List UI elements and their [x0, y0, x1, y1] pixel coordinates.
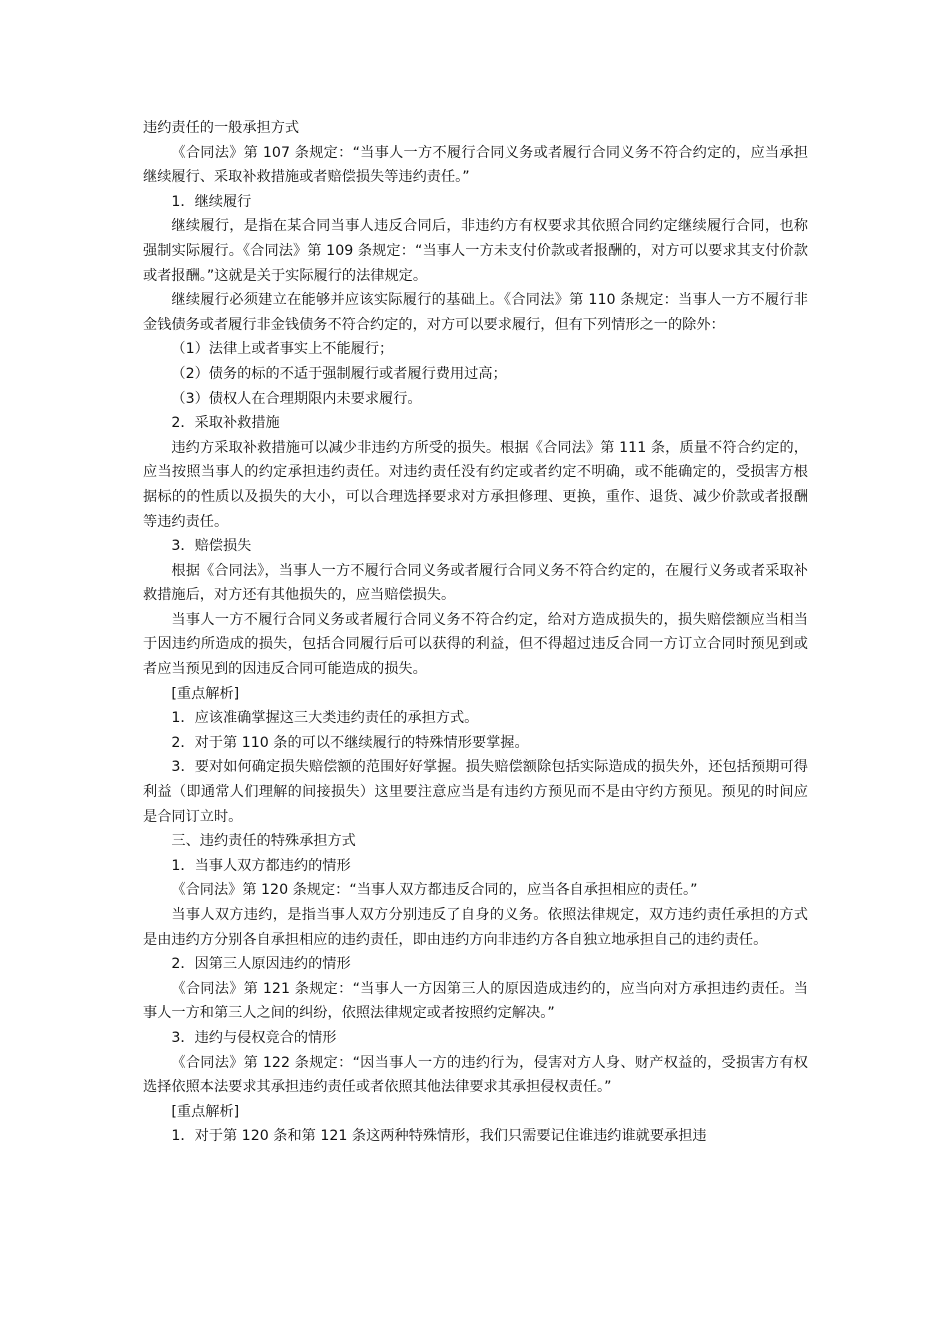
document-body: [143, 116, 808, 1149]
subheading: 3．赔偿损失: [171, 538, 252, 555]
subheading: 3．违约与侵权竞合的情形: [171, 1029, 337, 1046]
subheading: 1．当事人双方都违约的情形: [171, 857, 351, 874]
list-item: （1）法律上或者事实上不能履行；: [171, 341, 394, 358]
list-item: 3．要对如何确定损失赔偿额的范围好好掌握。损失赔偿额除包括实际造成的损失外，还包括预期可得利益（即通常人们理解的间接损失）这里要注意应当是有违约方预见而不是由守约方预见。预见的时间应是合同订立时。: [143, 759, 808, 825]
paragraph: 违约方采取补救措施可以减少非违约方所受的损失。根据《合同法》第 111 条，质量不符合约定的，应当按照当事人的约定承担违约责任。对违约责任没有约定或者约定不明确，或不能确定的，受损害方根据标的的性质以及损失的大小，可以合理选择要求对方承担修理、更换，重作、退货、减少价款或者报酬等违约责任。: [143, 439, 808, 530]
paragraph: 当事人一方不履行合同义务或者履行合同义务不符合约定，给对方造成损失的，损失赔偿额应当相当于因违约所造成的损失，包括合同履行后可以获得的利益，但不得超过违反合同一方订立合同时预见到或者应当预见到的因违反合同可能造成的损失。: [143, 611, 808, 678]
subheading: 2．采取补救措施: [171, 415, 280, 432]
paragraph: 根据《合同法》，当事人一方不履行合同义务或者履行合同义务不符合约定的，在履行义务或者采取补救措施后，对方还有其他损失的，应当赔偿损失。: [143, 562, 808, 604]
paragraph: 继续履行必须建立在能够并应该实际履行的基础上。《合同法》第 110 条规定：当事人一方不履行非金钱债务或者履行非金钱债务不符合约定的，对方可以要求履行，但有下列情形之一的除外：: [143, 292, 808, 333]
section-heading: 三、违约责任的特殊承担方式: [171, 833, 356, 850]
section-title: 违约责任的一般承担方式: [143, 120, 300, 136]
list-item: （2）债务的标的不适于强制履行或者履行费用过高；: [171, 365, 507, 382]
paragraph: 当事人双方违约，是指当事人双方分别违反了自身的义务。依照法律规定，双方违约责任承担的方式是由违约方分别各自承担相应的违约责任，即由违约方向非违约方各自独立地承担自己的违约责任。: [143, 907, 808, 948]
paragraph: 《合同法》第 122 条规定：“因当事人一方的违约行为，侵害对方人身、财产权益的，受损害方有权选择依照本法要求其承担违约责任或者依照其他法律要求其承担侵权责任。”: [143, 1054, 808, 1096]
subheading: 1．继续履行: [171, 193, 252, 210]
paragraph: 《合同法》第 120 条规定：“当事人双方都违反合同的，应当各自承担相应的责任。”: [171, 882, 698, 899]
paragraph: 继续履行，是指在某合同当事人违反合同后，非违约方有权要求其依照合同约定继续履行合同，也称强制实际履行。《合同法》第 109 条规定：“当事人一方未支付价款或者报酬的，对方可以要求其支付价款或者报酬。”这就是关于实际履行的法律规定。: [143, 218, 808, 284]
list-item: （3）债权人在合理期限内未要求履行。: [171, 390, 422, 407]
key-analysis-heading: [重点解析]: [171, 685, 240, 702]
paragraph: 《合同法》第 121 条规定：“当事人一方因第三人的原因造成违约的，应当向对方承担违约责任。当事人一方和第三人之间的纠纷，依照法律规定或者按照约定解决。”: [143, 980, 808, 1022]
list-item: 2．对于第 110 条的可以不继续履行的特殊情形要掌握。: [171, 734, 529, 751]
subheading: 2．因第三人原因违约的情形: [171, 956, 351, 973]
key-analysis-heading: [重点解析]: [171, 1103, 240, 1120]
list-item: 1．应该准确掌握这三大类违约责任的承担方式。: [171, 710, 479, 727]
paragraph: 《合同法》第 107 条规定：“当事人一方不履行合同义务或者履行合同义务不符合约定的，应当承担继续履行、采取补救措施或者赔偿损失等违约责任。”: [143, 144, 808, 186]
list-item: 1．对于第 120 条和第 121 条这两种特殊情形，我们只需要记住谁违约谁就要承担违: [171, 1128, 707, 1145]
